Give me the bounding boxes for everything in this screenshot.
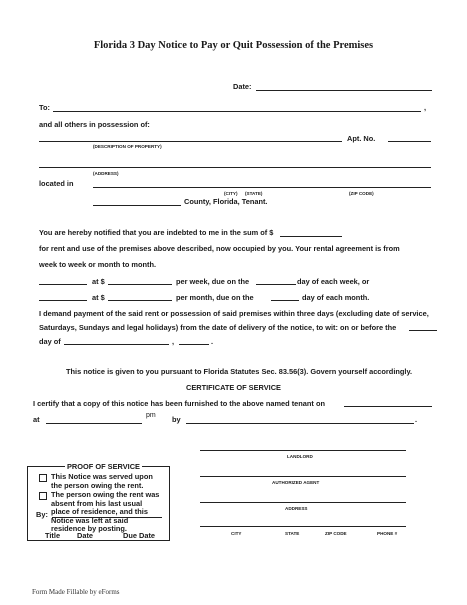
to-label: To: <box>39 103 50 112</box>
location-field[interactable] <box>93 187 431 188</box>
at-dollar-week: at $ <box>92 277 105 286</box>
by-label: by <box>172 415 181 424</box>
notice-line-3: week to week or month to month. <box>39 260 157 269</box>
col-date-label: Date <box>77 531 94 540</box>
to-comma: , <box>424 103 427 112</box>
by-period: . <box>415 415 418 424</box>
deadline-day-field[interactable] <box>409 330 437 331</box>
proof-title: PROOF OF SERVICE <box>67 462 140 471</box>
zip-sig-caption: ZIP CODE <box>325 531 347 536</box>
state-caption: (STATE) <box>245 191 263 196</box>
notice-line-1: You are hereby notified that you are indebted to me in the sum of $ <box>39 228 274 237</box>
tenant-name-field[interactable] <box>53 111 421 112</box>
at-dollar-month: at $ <box>92 293 105 302</box>
col-title-label: Title <box>45 531 61 540</box>
apt-field[interactable] <box>388 141 431 142</box>
service-date-field[interactable] <box>344 406 432 407</box>
weekly-amount-field[interactable] <box>108 284 172 285</box>
certificate-title: CERTIFICATE OF SERVICE <box>186 383 281 392</box>
certify-text: I certify that a copy of this notice has been furnished to the above named tenant on <box>33 399 325 408</box>
located-label: located in <box>39 179 74 188</box>
monthly-due-day-field[interactable] <box>271 300 299 301</box>
col-due-date-label: Due Date <box>123 531 156 540</box>
address-caption: (ADDRESS) <box>93 171 119 176</box>
agent-caption: AUTHORIZED AGENT <box>272 480 320 485</box>
proof-option-1: This Notice was served upon the person owing the rent. <box>51 472 153 490</box>
deadline-period: . <box>211 337 214 346</box>
statute-text: This notice is given to you pursuant to Florida Statutes Sec. 83.56(3). Govern yourself accordingly. <box>66 367 413 376</box>
weekly-due-day-field[interactable] <box>256 284 296 285</box>
served-in-person-checkbox[interactable] <box>39 474 47 482</box>
day-each-month-label: day of each month. <box>302 293 370 302</box>
city-sig-caption: CITY <box>231 531 242 536</box>
service-time-field[interactable] <box>46 423 142 424</box>
day-each-week-label: day of each week, or <box>297 277 370 286</box>
deadline-month-field[interactable] <box>64 344 169 345</box>
signer-city-state-field[interactable] <box>200 526 406 527</box>
address-field[interactable] <box>39 167 431 168</box>
signer-address-field[interactable] <box>200 502 406 503</box>
landlord-signature-field[interactable] <box>200 450 406 451</box>
demand-line-1: I demand payment of the said rent or possession of said premises within three days (excluding date of service, <box>39 309 429 318</box>
monthly-count-field[interactable] <box>39 300 87 301</box>
county-field[interactable] <box>93 205 181 206</box>
date-field[interactable] <box>256 90 432 91</box>
by-signature-label: By: <box>36 510 48 519</box>
deadline-year-field[interactable] <box>179 344 209 345</box>
description-caption: (DESCRIPTION OF PROPERTY) <box>93 144 162 149</box>
property-description-field[interactable] <box>39 141 342 142</box>
apt-label: Apt. No. <box>347 134 376 143</box>
deadline-comma: , <box>172 337 175 346</box>
phone-sig-caption: PHONE # <box>377 531 398 536</box>
footer-text: Form Made Fillable by eForms <box>32 588 120 596</box>
landlord-caption: LANDLORD <box>287 454 313 459</box>
county-label: County, Florida, Tenant. <box>184 197 268 206</box>
notice-line-2: for rent and use of the premises above described, now occupied by you. Your rental agreement is from <box>39 244 400 253</box>
others-label: and all others in possession of: <box>39 120 150 129</box>
state-sig-caption: STATE <box>285 531 300 536</box>
proof-option-2: The person owing the rent was absent from his last usual place of residence, and this Notice was left at said residence by posting. <box>51 490 160 534</box>
day-of-label: day of <box>39 337 61 346</box>
monthly-amount-field[interactable] <box>108 300 172 301</box>
city-caption: (CITY) <box>224 191 238 196</box>
date-label: Date: <box>233 82 252 91</box>
agent-signature-field[interactable] <box>200 476 406 477</box>
served-by-field[interactable] <box>186 423 414 424</box>
weekly-count-field[interactable] <box>39 284 87 285</box>
address-sig-caption: ADDRESS <box>285 506 308 511</box>
zip-caption: (ZIP CODE) <box>349 191 374 196</box>
pm-label: pm <box>146 412 156 419</box>
per-month-label: per month, due on the <box>176 293 254 302</box>
amount-owed-field[interactable] <box>280 236 342 237</box>
at-label: at <box>33 415 40 424</box>
demand-line-2: Saturdays, Sundays and legal holidays) from the date of delivery of the notice, to wit: on or before the <box>39 323 397 332</box>
per-week-label: per week, due on the <box>176 277 250 286</box>
form-title: Florida 3 Day Notice to Pay or Quit Possession of the Premises <box>93 40 374 51</box>
proof-signature-field[interactable] <box>52 517 162 518</box>
served-by-posting-checkbox[interactable] <box>39 492 47 500</box>
